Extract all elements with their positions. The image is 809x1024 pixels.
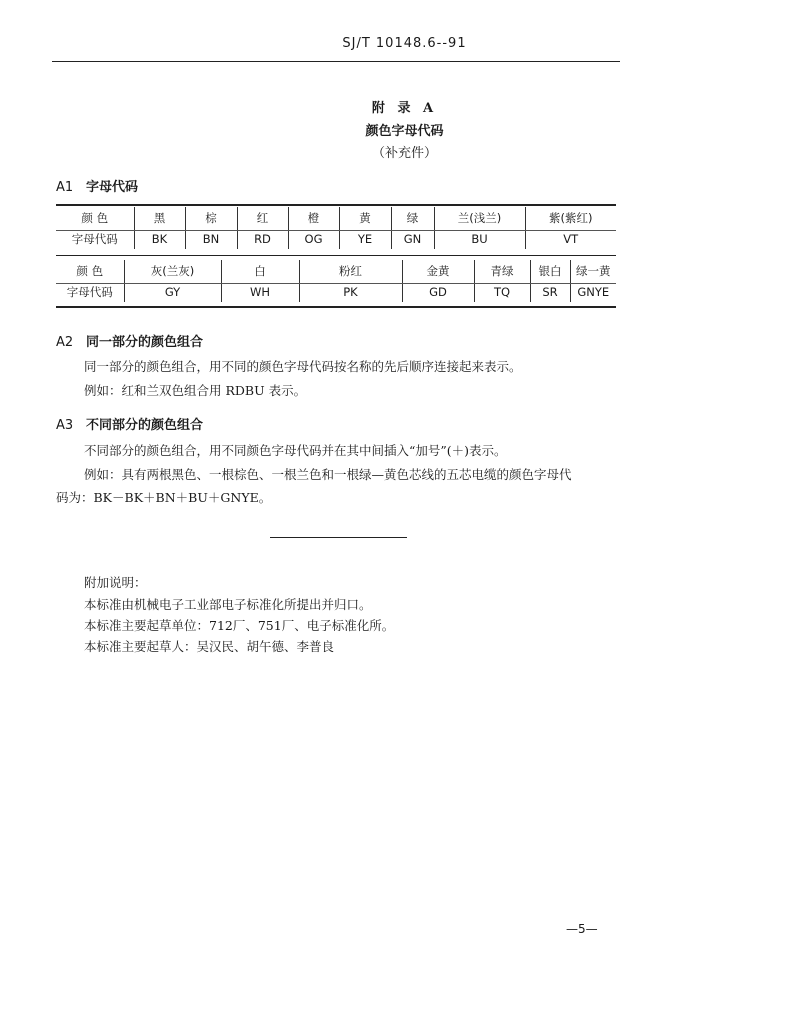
- table-cell: BK: [134, 228, 185, 249]
- section-title: 不同部分的颜色组合: [86, 418, 204, 433]
- table-inner-rule: [56, 283, 616, 284]
- table-cell: 橙: [288, 207, 339, 228]
- table-cell: 银白: [530, 260, 570, 281]
- table-cell: 黑: [134, 207, 185, 228]
- table-inner-rule: [56, 230, 616, 231]
- table-cell: 黄: [339, 207, 391, 228]
- table-cell: GN: [391, 228, 434, 249]
- section-number: A3: [56, 418, 74, 433]
- page-number: —5—: [566, 922, 598, 936]
- table-cell: 兰(浅兰): [434, 207, 525, 228]
- table-mid-rule: [56, 255, 616, 256]
- table-cell: BN: [185, 228, 237, 249]
- table-cell: 绿: [391, 207, 434, 228]
- table-cell: 青绿: [474, 260, 530, 281]
- table-cell: 白: [221, 260, 299, 281]
- table-label: 颜 色: [76, 263, 104, 278]
- section-title: 同一部分的颜色组合: [86, 335, 204, 350]
- appendix-subtitle: 颜色字母代码: [365, 124, 444, 139]
- table-row-codes: [56, 281, 616, 302]
- table-cell: 绿一黄: [570, 260, 616, 281]
- header-rule: [52, 61, 620, 62]
- section-number: A2: [56, 335, 74, 350]
- table-cell: GD: [402, 281, 474, 302]
- a3-paragraph-2-cont: 码为：BK－BK＋BN＋BU＋GNYE。: [56, 490, 272, 505]
- appendix-note: （补充件）: [371, 146, 437, 161]
- table-cell: RD: [237, 228, 288, 249]
- table-cell: PK: [299, 281, 402, 302]
- table-row-codes: [56, 228, 616, 249]
- table-cell: 红: [237, 207, 288, 228]
- section-number: A1: [56, 180, 74, 195]
- table-cell: WH: [221, 281, 299, 302]
- table-bottom-rule: [56, 306, 616, 308]
- section-title: 字母代码: [86, 180, 139, 195]
- end-separator: [270, 537, 407, 538]
- table-cell: VT: [525, 228, 616, 249]
- a2-paragraph-1: 同一部分的颜色组合，用不同的颜色字母代码按名称的先后顺序连接起来表示。: [84, 359, 522, 374]
- table-cell: TQ: [474, 281, 530, 302]
- table-cell: 金黄: [402, 260, 474, 281]
- color-code-table-1: [56, 207, 616, 249]
- section-a1-heading: [56, 176, 138, 195]
- table-cell: OG: [288, 228, 339, 249]
- a3-paragraph-1: 不同部分的颜色组合，用不同颜色字母代码并在其中间插入“加号”(＋)表示。: [84, 443, 507, 458]
- additional-heading: 附加说明：: [84, 575, 147, 590]
- section-a2-heading: [56, 331, 203, 350]
- table-cell: 灰(兰灰): [124, 260, 221, 281]
- table-cell: YE: [339, 228, 391, 249]
- a2-paragraph-2: 例如：红和兰双色组合用 RDBU 表示。: [84, 383, 307, 398]
- section-a3-heading: [56, 414, 203, 433]
- standard-code: SJ/T 10148.6--91: [342, 36, 467, 51]
- table-cell: 粉红: [299, 260, 402, 281]
- table-row-colors: [56, 207, 616, 228]
- appendix-title: 附 录 A: [371, 101, 438, 116]
- table-cell: GNYE: [570, 281, 616, 302]
- table-cell: SR: [530, 281, 570, 302]
- table-label: 字母代码: [66, 284, 113, 299]
- table-cell: GY: [124, 281, 221, 302]
- table-cell: 紫(紫红): [525, 207, 616, 228]
- table-cell: BU: [434, 228, 525, 249]
- color-code-table-2: [56, 260, 616, 302]
- additional-line-1: 本标准由机械电子工业部电子标准化所提出并归口。: [84, 597, 372, 612]
- table-label: 颜 色: [81, 210, 109, 225]
- a3-paragraph-2: 例如：具有两根黑色、一根棕色、一根兰色和一根绿—黄色芯线的五芯电缆的颜色字母代: [84, 467, 572, 482]
- table-cell: 棕: [185, 207, 237, 228]
- additional-line-2: 本标准主要起草单位：712厂、751厂、电子标准化所。: [84, 618, 395, 633]
- table-top-rule: [56, 204, 616, 206]
- table-row-colors: [56, 260, 616, 281]
- additional-line-3: 本标准主要起草人：吴汉民、胡午德、李普良: [84, 639, 335, 654]
- table-label: 字母代码: [71, 231, 118, 246]
